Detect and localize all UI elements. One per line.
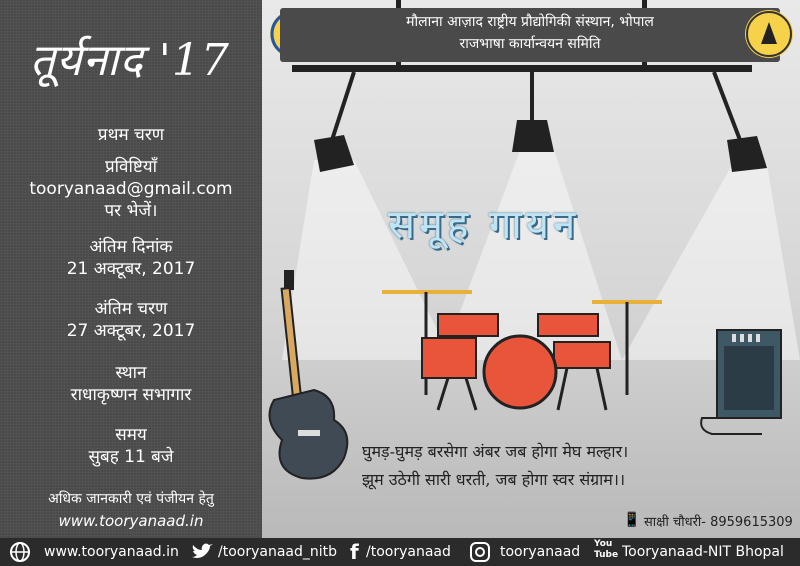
left-info-panel [0, 0, 262, 538]
social-footer [0, 538, 800, 566]
last-date: 21 अक्टूबर, 2017 [66, 259, 196, 279]
twitter-icon [190, 542, 214, 562]
time: सुबह 11 बजे [88, 447, 174, 467]
globe-icon [10, 542, 30, 562]
last-date-label: अंतिम दिनांक [89, 237, 173, 257]
light-rig-bar [292, 65, 752, 72]
event-title: समूह गायन [388, 202, 580, 248]
final-phase-date: 27 अक्टूबर, 2017 [66, 321, 196, 341]
entries-label: प्रविष्टियाँ [104, 157, 158, 177]
tooryanaad-emblem-icon [745, 10, 793, 58]
facebook-icon: f [350, 540, 359, 564]
instagram-link[interactable]: tooryanaad [500, 544, 581, 560]
spotlight-center-icon [512, 120, 554, 152]
lyric-line-2: झूम उठेगी सारी धरती, जब होगा स्वर संग्राम।। [362, 470, 626, 489]
venue: राधाकृष्णन सभागार [70, 385, 192, 405]
email-link[interactable]: tooryanaad@gmail.com [29, 179, 233, 199]
phase1-label: प्रथम चरण [97, 125, 165, 145]
footer-website-link[interactable]: www.tooryanaad.in [44, 544, 179, 560]
lyric-line-1: घुमड़-घुमड़ बरसेगा अंबर जब होगा मेघ मल्हार। [362, 442, 629, 461]
committee-name: राजभाषा कार्यान्वयन समिति [459, 36, 601, 52]
website-link[interactable]: www.tooryanaad.in [58, 512, 204, 530]
youtube-link[interactable]: Tooryanaad-NIT Bhopal [622, 544, 784, 560]
facebook-link[interactable]: /tooryanaad [366, 544, 451, 560]
venue-label: स्थान [115, 363, 147, 383]
phone-icon: 📱 [623, 512, 641, 528]
spotlight-right-icon [727, 136, 767, 172]
youtube-icon: You Tube [594, 539, 619, 560]
festival-logo: तूर्यनाद '17 [30, 35, 230, 86]
twitter-link[interactable]: /tooryanaad_nitb [218, 544, 338, 560]
time-label: समय [115, 425, 147, 445]
institute-header [280, 8, 780, 62]
more-info-text: अधिक जानकारी एवं पंजीयन हेतु [48, 491, 214, 507]
send-to-text: पर भेजें। [104, 201, 158, 221]
institute-name: मौलाना आज़ाद राष्ट्रीय प्रौद्योगिकी संस्थान, भोपाल [406, 14, 654, 30]
final-phase-label: अंतिम चरण [94, 299, 168, 319]
contact-info: साक्षी चौधरी- 8959615309 [644, 515, 793, 530]
instagram-icon [470, 542, 490, 562]
